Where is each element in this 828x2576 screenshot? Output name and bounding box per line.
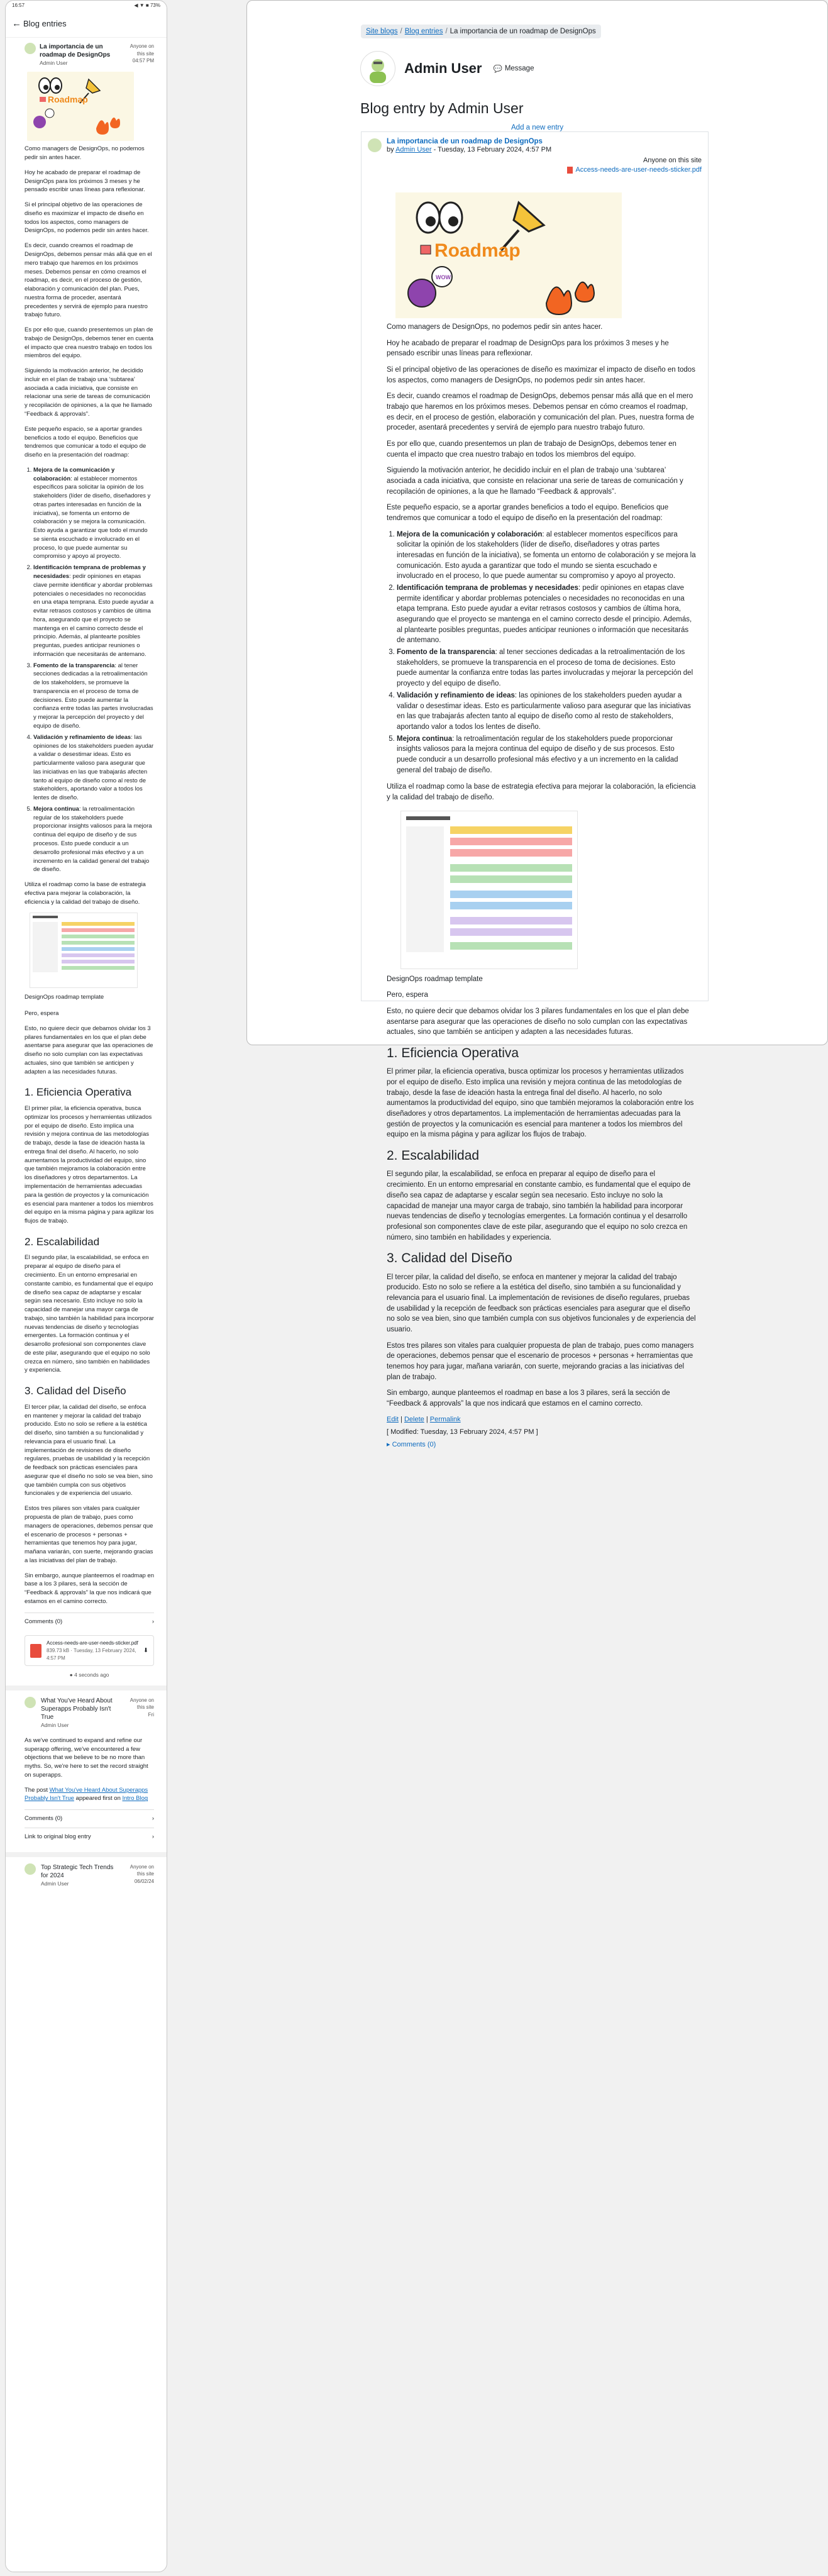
paragraph: The post What You've Heard About Superapps Probably Isn't True appeared first on Intro Blog (25, 1786, 148, 1802)
chevron-right-icon: › (152, 1833, 154, 1840)
breadcrumb-site-blogs[interactable]: Site blogs (366, 28, 398, 35)
author-link[interactable]: Admin User (395, 146, 432, 153)
chevron-right-icon: ▸ (387, 1440, 390, 1448)
entry-author: Admin User (41, 1721, 69, 1728)
section-heading: 1. Eficiencia Operativa (387, 1045, 519, 1060)
list-item: 1. Mejora de la comunicación y colaboración: al establecer momentos específicos para solicitar la opinión de los stakeholders (líder de diseño, diseñadores y otras partes interesadas en función de la iniciativa), se fomenta un entorno de colaboración y se mejora la comunicación. Esto ayuda a garantizar que todo el mundo se sienta escuchado e involucrado en el proceso, lo que puede aumentar su compromiso y apoyo al proyecto. (33, 466, 154, 561)
entry-header (25, 43, 154, 67)
paragraph: Este pequeño espacio, se a aportar grandes beneficios a todo el equipo. Beneficios que tendremos que comunicar a todo el equipo de diseño en la presentación del roadmap: (387, 504, 669, 523)
roadmap-image-text: Roadmap (48, 94, 88, 105)
breadcrumb-current: La importancia de un roadmap de DesignOps (450, 28, 596, 35)
avatar (25, 1697, 36, 1708)
paragraph: Es por ello que, cuando presentemos un plan de trabajo de DesignOps, debemos tener en cuenta el impacto que crea nuestro trabajo en todos los miembros del equipo. (387, 440, 676, 458)
roadmap-template-thumbnail-icon (401, 811, 577, 969)
paragraph: Hoy he acabado de preparar el roadmap de DesignOps para los próximos 3 meses y he pensado escribir unas líneas para reflexionar. (387, 339, 669, 358)
section-heading: 1. Eficiencia Operativa (25, 1086, 132, 1099)
breadcrumb (361, 25, 601, 38)
paragraph: El segundo pilar, la escalabilidad, se enfoca en preparar al equipo de diseño para el crecimiento. En un entorno empresarial en constante cambio, es fundamental que el equipo de diseño sea capaz de adaptarse y escalar según sea necesario. Esto incluye no solo la capacidad de manejar una mayor carga de trabajo, sino también la habilidad para incorporar nuevas tendencias de diseño y tecnologías emergentes. La formación continua y el desarrollo profesional son componentes clave de este pilar, asegurando que el equipo no solo crezca en número, sino también en habilidades y experiencia. (387, 1170, 691, 1241)
mobile-device-frame (5, 0, 167, 2572)
image-caption: Como managers de DesignOps, no podemos pedir sin antes hacer. (25, 145, 145, 162)
paragraph: Siguiendo la motivación anterior, he decidido incluir en el plan de trabajo una ‘subtarea’ asociada a cada iniciativa, que consiste en relacionar una serie de tareas de comunicación y recopilación de opiniones, a la que he llamado “Feedback & approvals”. (387, 467, 683, 496)
avatar (360, 51, 395, 86)
breadcrumb-separator: / (445, 28, 448, 35)
roadmap-image (27, 72, 134, 141)
clock-icon: ● (69, 1672, 73, 1679)
modified-date: [ Modified: Tuesday, 13 February 2024, 4:57 PM ] (387, 1428, 538, 1436)
time-ago: ● 4 seconds ago (69, 1672, 109, 1679)
entry-title[interactable]: What You've Heard About Superapps Probably Isn't True (41, 1697, 113, 1721)
chart-caption: DesignOps roadmap template (387, 975, 483, 983)
comments-label: Comments (0) (25, 1618, 63, 1625)
separator (6, 1852, 167, 1857)
breadcrumb-blog-entries[interactable]: Blog entries (404, 28, 443, 35)
avatar (368, 138, 382, 152)
app-bar-title: Blog entries (23, 18, 67, 28)
mobile-blog-content (6, 38, 167, 1887)
list-item: 2. Identificación temprana de problemas y necesidades: pedir opiniones en etapas clave permite identificar y abordar problemas potenciales o necesidades no reconocidas en una etapa temprana. Esto puede ayudar a evitar retrasos costosos y cambios de última hora, asegurando que el proyecto se mantenga en el camino correcto desde el principio. Además, al plantearte posibles preguntas, puedes anticipar reuniones o información que necesitarás de antemano. (33, 564, 154, 658)
entry-meta (124, 43, 154, 67)
paragraph: Si el principal objetivo de las operaciones de diseño es maximizar el impacto de diseño en todos los aspectos, como managers de DesignOps, no podemos pedir sin antes hacer. (387, 366, 695, 384)
roadmap-template-thumbnail-icon (30, 913, 137, 987)
paragraph: Es por ello que, cuando presentemos un plan de trabajo de DesignOps, debemos tener en cuenta el impacto que crea nuestro trabajo en todos los miembros del equipo. (25, 326, 153, 360)
entry-actions: Edit | Delete | Permalink (387, 1415, 461, 1423)
benefits-list (387, 530, 696, 775)
comments-row[interactable] (25, 1613, 154, 1631)
user-avatar-icon (361, 52, 395, 86)
paragraph: Esto, no quiere decir que debamos olvidar los 3 pilares fundamentales en los que el plan debe asentarse para asegurar que las operaciones de diseño no solo cumplan con las expectativas actuales, sino que también se anticipen y adapten a las necesidades futuras. (25, 1024, 153, 1075)
section-heading: 2. Escalabilidad (387, 1148, 480, 1163)
chart-caption: DesignOps roadmap template (25, 994, 104, 1001)
page-title: Blog entry by Admin User (360, 100, 524, 116)
entry-byline: by Admin User - Tuesday, 13 February 2024, 4:57 PM (387, 146, 552, 153)
avatar (25, 43, 36, 54)
entry-meta: Anyone on this site 06/02/24 (130, 1863, 154, 1884)
entry-header (25, 1697, 154, 1729)
list-item: 3. Fomento de la transparencia: al tener secciones dedicadas a la retroalimentación de los stakeholders, se promueve la transparencia en el proceso de toma de decisiones. Esto puede aumentar la confianza entre todas las partes involucradas y mejorar la percepción del proyecto y del equipo de diseño. (33, 662, 154, 731)
paragraph: Pero, espera (25, 1010, 59, 1018)
comments-row[interactable]: Comments (0) › (25, 1809, 154, 1828)
paragraph: El primer pilar, la eficiencia operativa, busca optimizar los procesos y herramientas utilizados por el equipo de diseño. Esto implica una revisión y mejora continua de las metodologías de trabajo, desde la fase de ideación hasta la entrega final del diseño. Al hacerlo, no solo aumentamos la productividad del equipo, sino que también mejoramos la colaboración entre los diseñadores y otros departamentos. La implementación de herramientas adecuadas para la gestión de proyectos y la comunicación es esencial para mantener a todos los miembros del equipo en la misma página y para agilizar los flujos de trabajo. (25, 1105, 154, 1225)
chevron-right-icon: › (152, 1815, 154, 1823)
user-name: Admin User (404, 60, 482, 76)
attachment-name: Access-needs-are-user-needs-sticker.pdf (47, 1640, 138, 1646)
edit-link[interactable]: Edit (387, 1415, 399, 1423)
paragraph: Sin embargo, aunque planteemos el roadmap en base a los 3 pilares, será la sección de “Feedback & approvals” la que nos indicará que estamos en el camino correcto. (387, 1389, 670, 1408)
wow-image-text: WOW (436, 274, 451, 280)
paragraph: El segundo pilar, la escalabilidad, se enfoca en preparar al equipo de diseño para el crecimiento. En un entorno empresarial en constante cambio, es fundamental que el equipo de diseño sea capaz de adaptarse y escalar según sea necesario. Esto incluye no solo la capacidad de manejar una mayor carga de trabajo, sino también la habilidad para incorporar nuevas tendencias de diseño y tecnologías emergentes. La formación continua y el desarrollo profesional son componentes clave de este pilar, asegurando que el equipo no solo crezca en número, sino también en habilidades y experiencia. (25, 1254, 154, 1374)
breadcrumb-separator: / (400, 28, 402, 35)
paragraph: Utiliza el roadmap como la base de estrategia efectiva para mejorar la colaboración, la eficiencia y la calidad del trabajo de diseño. (387, 783, 696, 801)
entry-meta: Anyone on this site Fri (130, 1697, 154, 1718)
paragraph: El tercer pilar, la calidad del diseño, se enfoca en mantener y mejorar la calidad del trabajo producido. Esto no solo se refiere a la estética del diseño, sino también a su funcionalidad y relevancia para el usuario final. La implementación de revisiones de diseño regulares, pruebas de usabilidad y la recepción de feedback son prácticas esenciales para asegurar que el diseño no solo se vea bien, sino que también cumpla con sus objetivos funcionales y de experiencia del usuario. (387, 1273, 696, 1333)
site-link[interactable]: Intro Blog (122, 1795, 148, 1802)
section-heading: 2. Escalabilidad (25, 1235, 100, 1248)
paragraph: Sin embargo, aunque planteemos el roadmap en base a los 3 pilares, será la sección de “Feedback & approvals” la que nos indicará que estamos en el camino correcto. (25, 1572, 154, 1605)
list-item: 5. Mejora continua: la retroalimentación regular de los stakeholders puede proporcionar insights valiosos para la mejora continua del equipo de diseño y de sus procesos. Esto puede conducir a un desarrollo profesional más efectivo y a un incremento en la calidad general del trabajo de diseño. (397, 734, 696, 776)
attachment-card[interactable] (25, 1635, 154, 1666)
list-item: 2. Identificación temprana de problemas y necesidades: pedir opiniones en etapas clave permite identificar y abordar problemas potenciales o necesidades no reconocidas en una etapa temprana. Esto puede ayudar a evitar retrasos costosos y cambios de última hora, asegurando que el proyecto se mantenga en el camino correcto desde el principio. Además, al plantearte posibles preguntas, puedes anticipar reuniones o información que necesitarás de antemano. (397, 583, 696, 646)
entry-title[interactable]: La importancia de un roadmap de DesignOps (387, 138, 543, 145)
paragraph: Es decir, cuando creamos el roadmap de DesignOps, debemos pensar más allá que en el mero trabajo que haremos en los próximos meses. Debemos pensar en cómo creamos el roadmap, es decir, en el proceso de gestión, elaboración y comunicación del plan. Pues, nuestra forma de proceder, asentará precedentes y servirá de ejemplo para nuestro trabajo futuro. (25, 242, 152, 319)
benefits-list (25, 466, 154, 874)
paragraph: Esto, no quiere decir que debamos olvidar los 3 pilares fundamentales en los que el plan debe asentarse para asegurar que las operaciones de diseño no solo cumplan con las expectativas actuales, sino que también se anticipen y adapten a las necesidades futuras. (387, 1007, 689, 1036)
list-item: 1. Mejora de la comunicación y colaboración: al establecer momentos específicos para solicitar la opinión de los stakeholders (líder de diseño, diseñadores y otras partes interesadas en función de la iniciativa), se fomenta un entorno de colaboración y se mejora la comunicación. Esto ayuda a garantizar que todo el mundo se sienta escuchado e involucrado en el proceso, lo que puede aumentar su compromiso y apoyo al proyecto. (397, 530, 696, 582)
message-icon: 💬 (493, 65, 502, 73)
list-item: 3. Fomento de la transparencia: al tener secciones dedicadas a la retroalimentación de los stakeholders, se promueve la transparencia en el proceso de toma de decisiones. Esto puede aumentar la confianza entre todas las partes involucradas y mejorar la percepción del proyecto y del equipo de diseño. (397, 647, 696, 689)
paragraph: Es decir, cuando creamos el roadmap de DesignOps, debemos pensar más allá que en el mero trabajo que haremos en los próximos meses. Debemos pensar en cómo creamos el roadmap, es decir, en el proceso de gestión, elaboración y comunicación del plan. Pues, nuestra forma de proceder, asentará precedentes y servirá de ejemplo para nuestro trabajo futuro. (387, 392, 695, 432)
entry-visibility: Anyone on this site (130, 43, 154, 57)
entry-author: Admin User (40, 60, 68, 66)
roadmap-template-image (30, 913, 138, 988)
attachment-link[interactable]: Access-needs-are-user-needs-sticker.pdf (567, 165, 702, 175)
entry-title[interactable]: La importancia de un roadmap de DesignOps (40, 43, 111, 58)
status-icons: ◀ ▼ ■ 73% (134, 3, 160, 9)
user-header (360, 51, 534, 86)
roadmap-template-image (400, 811, 578, 969)
roadmap-image (395, 192, 622, 318)
avatar (25, 1863, 36, 1875)
blog-entry (361, 131, 709, 1448)
download-icon[interactable]: ⬇ (143, 1646, 148, 1654)
paragraph: Estos tres pilares son vitales para cualquier propuesta de plan de trabajo, pues como managers de operaciones, debemos pensar que el escenario de procesos + personas + herramientas que tenemos hoy para jugar, mañana variarán, con suerte, mejorando gracias a las iniciativas del plan de trabajo. (25, 1505, 153, 1564)
paragraph: El primer pilar, la eficiencia operativa, busca optimizar los procesos y herramientas utilizados por el equipo de diseño. Esto implica una revisión y mejora continua de las metodologías de trabajo, desde la fase de ideación hasta la entrega final del diseño. Al hacerlo, no solo aumentamos la productividad del equipo, sino que también mejoramos la colaboración entre los diseñadores y otros departamentos. La implementación de herramientas adecuadas para la gestión de proyectos y la comunicación es esencial para mantener a todos los miembros del equipo en la misma página y para agilizar los flujos de trabajo. (387, 1068, 694, 1139)
pdf-file-icon (567, 167, 573, 174)
section-heading: 3. Calidad del Diseño (387, 1251, 512, 1266)
roadmap-image-text: Roadmap (434, 240, 521, 261)
chevron-right-icon: › (152, 1618, 154, 1625)
comments-toggle[interactable]: ▸ Comments (0) (387, 1440, 436, 1448)
message-button[interactable]: 💬 Message (493, 65, 534, 73)
original-link-row[interactable]: Link to original blog entry › (25, 1828, 154, 1846)
add-entry-link[interactable]: Add a new entry (511, 124, 564, 131)
paragraph: Si el principal objetivo de las operaciones de diseño es maximizar el impacto de diseño en todos los aspectos, como managers de DesignOps, no podemos pedir sin antes hacer. (25, 201, 149, 235)
entry-title[interactable]: Top Strategic Tech Trends for 2024 (41, 1863, 114, 1879)
paragraph: As we've continued to expand and refine our superapp offering, we've encountered a few objections that we believe to be no more than myths. So, we're here to set the record straight on superapps. (25, 1736, 148, 1779)
back-arrow-icon[interactable]: ← (12, 18, 21, 30)
permalink-link[interactable]: Permalink (429, 1415, 461, 1423)
entry-author: Admin User (41, 1880, 69, 1887)
pdf-file-icon (30, 1644, 41, 1658)
entry-visibility: Anyone on this site (643, 157, 702, 164)
attachment-meta: 839.73 kB · Tuesday, 13 February 2024, 4:57 PM (47, 1648, 136, 1661)
entry-body (387, 192, 696, 1450)
delete-link[interactable]: Delete (404, 1415, 424, 1423)
section-heading: 3. Calidad del Diseño (25, 1385, 126, 1397)
paragraph: Utiliza el roadmap como la base de estrategia efectiva para mejorar la colaboración, la eficiencia y la calidad del trabajo de diseño. (25, 881, 146, 906)
separator (6, 1685, 167, 1690)
paragraph: Siguiendo la motivación anterior, he decidido incluir en el plan de trabajo una ‘subtarea’ asociada a cada iniciativa, que consiste en relacionar una serie de tareas de comunicación y recopilación de opiniones, a la que he llamado “Feedback & approvals”. (25, 367, 152, 418)
entry-time: 04:57 PM (132, 58, 154, 64)
list-item: 4. Validación y refinamiento de ideas: las opiniones de los stakeholders pueden ayudar a validar o desestimar ideas. Esto es particularmente valioso para asegurar que las iniciativas en las que trabajarás afecten tanto al equipo de diseño como al resto de stakeholders, aportando valor a todos los lentes de diseño. (33, 733, 154, 802)
status-time: 16:57 (12, 3, 25, 9)
desktop-browser-frame (246, 0, 828, 1448)
roadmap-illustration-icon (395, 192, 622, 318)
entry-header (25, 1863, 154, 1887)
paragraph: Estos tres pilares son vitales para cualquier propuesta de plan de trabajo, pues como managers de operaciones, debemos pensar que el escenario de procesos + personas + herramientas que tenemos hoy para jugar, mañana variarán, con suerte, mejorando gracias a las iniciativas del plan de trabajo. (387, 1341, 694, 1381)
image-caption: Como managers de DesignOps, no podemos pedir sin antes hacer. (387, 323, 603, 331)
paragraph: Pero, espera (387, 991, 428, 999)
paragraph: Hoy he acabado de preparar el roadmap de DesignOps para los próximos 3 meses y he pensado escribir unas líneas para reflexionar. (25, 169, 145, 194)
paragraph: Este pequeño espacio, se a aportar grandes beneficios a todo el equipo. Beneficios que tendremos que comunicar a todo el equipo de diseño en la presentación del roadmap: (25, 425, 146, 459)
roadmap-illustration-icon (27, 72, 134, 141)
paragraph: El tercer pilar, la calidad del diseño, se enfoca en mantener y mejorar la calidad del trabajo producido. Esto no solo se refiere a la estética del diseño, sino también a su funcionalidad y relevancia para el usuario final. La implementación de revisiones de diseño regulares, pruebas de usabilidad y la recepción de feedback son prácticas esenciales para asegurar que el diseño no solo se vea bien, sino que también cumpla con sus objetivos funcionales y de experiencia del usuario. (25, 1403, 153, 1497)
list-item: 5. Mejora continua: la retroalimentación regular de los stakeholders puede proporcionar insights valiosos para la mejora continua del equipo de diseño y de sus procesos. Esto puede conducir a un desarrollo profesional más efectivo y a un incremento en la calidad general del trabajo de diseño. (33, 805, 154, 874)
list-item: 4. Validación y refinamiento de ideas: las opiniones de los stakeholders pueden ayudar a validar o desestimar ideas. Esto es particularmente valioso para asegurar que las iniciativas en las que trabajarás afecten tanto al equipo de diseño como al resto de stakeholders, aportando valor a todos los lentes de diseño. (397, 691, 696, 733)
post-link[interactable]: What You've Heard About Superapps Probably Isn't True (25, 1786, 148, 1802)
status-bar (6, 1, 167, 11)
app-bar (6, 11, 167, 38)
